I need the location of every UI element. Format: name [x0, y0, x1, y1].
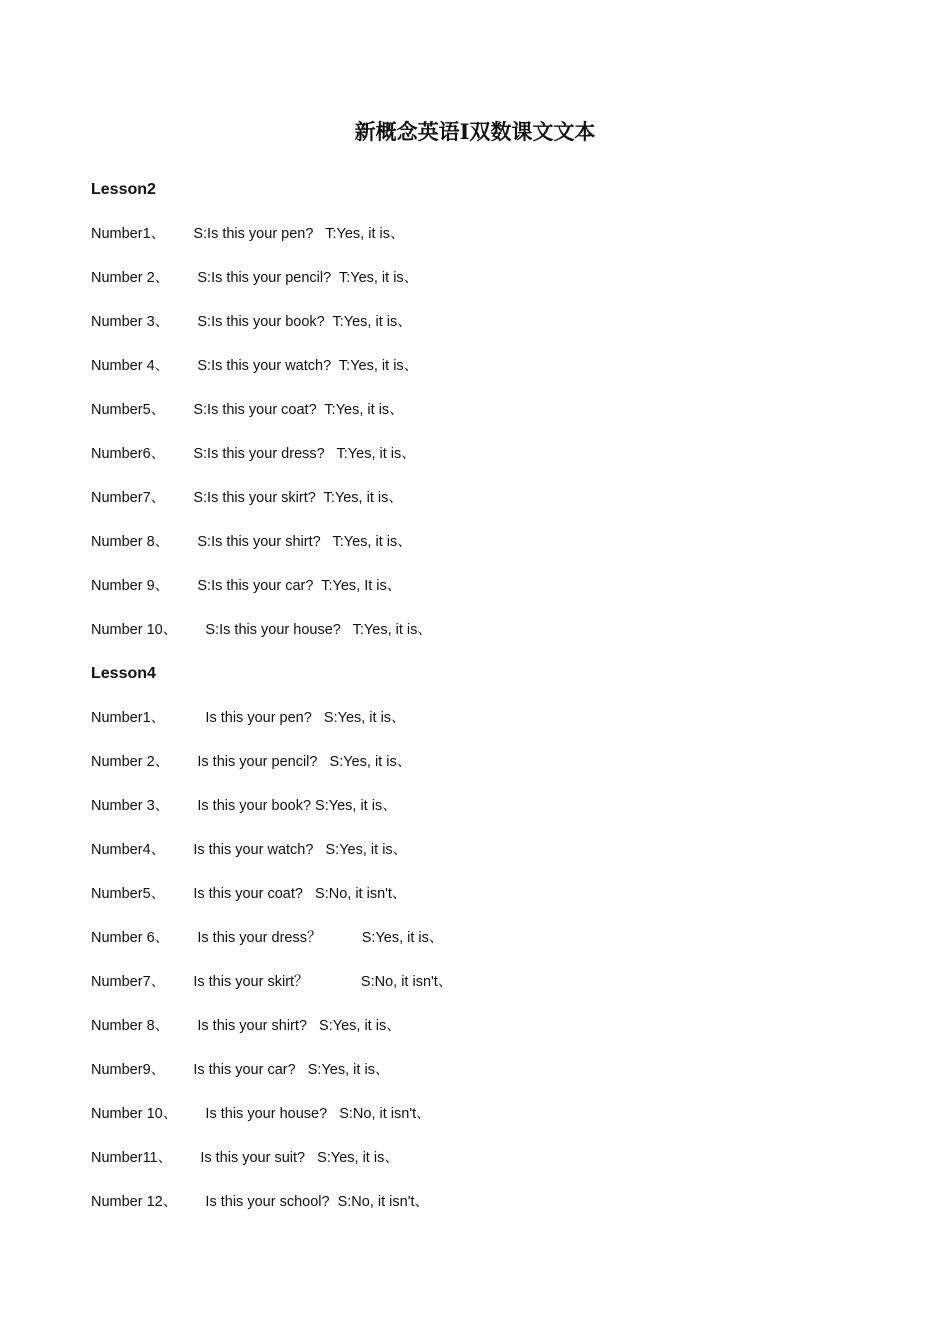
lesson-heading: Lesson2 — [91, 181, 156, 198]
dialogue-line: Number7、 S:Is this your skirt? T:Yes, it is、 — [91, 490, 403, 506]
dialogue-line: Number 8、 S:Is this your shirt? T:Yes, it is、 — [91, 534, 412, 550]
dialogue-line: Number 3、 Is this your book? S:Yes, it is、 — [91, 798, 397, 814]
document-title: 新概念英语Ⅰ双数课文文本 — [354, 119, 596, 144]
dialogue-line: Number1、 Is this your pen? S:Yes, it is、 — [91, 710, 406, 726]
dialogue-line: Number 8、 Is this your shirt? S:Yes, it is、 — [91, 1018, 401, 1034]
dialogue-line: Number 2、 S:Is this your pencil? T:Yes, it is、 — [91, 270, 419, 286]
dialogue-line: Number5、 Is this your coat? S:No, it isn't、 — [91, 886, 407, 902]
dialogue-line: Number 3、 S:Is this your book? T:Yes, it is、 — [91, 314, 412, 330]
lesson-heading: Lesson4 — [91, 665, 156, 682]
dialogue-line: Number 4、 S:Is this your watch? T:Yes, it is、 — [91, 358, 419, 374]
dialogue-line: Number 12、 Is this your school? S:No, it isn't、 — [91, 1194, 430, 1210]
dialogue-line: Number4、 Is this your watch? S:Yes, it is、 — [91, 842, 408, 858]
dialogue-line: Number7、 Is this your skirt？ S:No, it isn't、 — [91, 974, 453, 990]
dialogue-line: Number6、 S:Is this your dress? T:Yes, it is、 — [91, 446, 416, 462]
dialogue-line: Number 10、 S:Is this your house? T:Yes, it is、 — [91, 622, 432, 638]
dialogue-line: Number 2、 Is this your pencil? S:Yes, it is、 — [91, 754, 412, 770]
dialogue-line: Number9、 Is this your car? S:Yes, it is、 — [91, 1062, 390, 1078]
dialogue-line: Number5、 S:Is this your coat? T:Yes, it is、 — [91, 402, 404, 418]
dialogue-line: Number11、 Is this your suit? S:Yes, it is、 — [91, 1150, 399, 1166]
dialogue-line: Number 9、 S:Is this your car? T:Yes, It is、 — [91, 578, 402, 594]
dialogue-line: Number 10、 Is this your house? S:No, it isn't、 — [91, 1106, 431, 1122]
dialogue-line: Number1、 S:Is this your pen? T:Yes, it is、 — [91, 226, 405, 242]
dialogue-line: Number 6、 Is this your dress？ S:Yes, it is、 — [91, 930, 444, 946]
